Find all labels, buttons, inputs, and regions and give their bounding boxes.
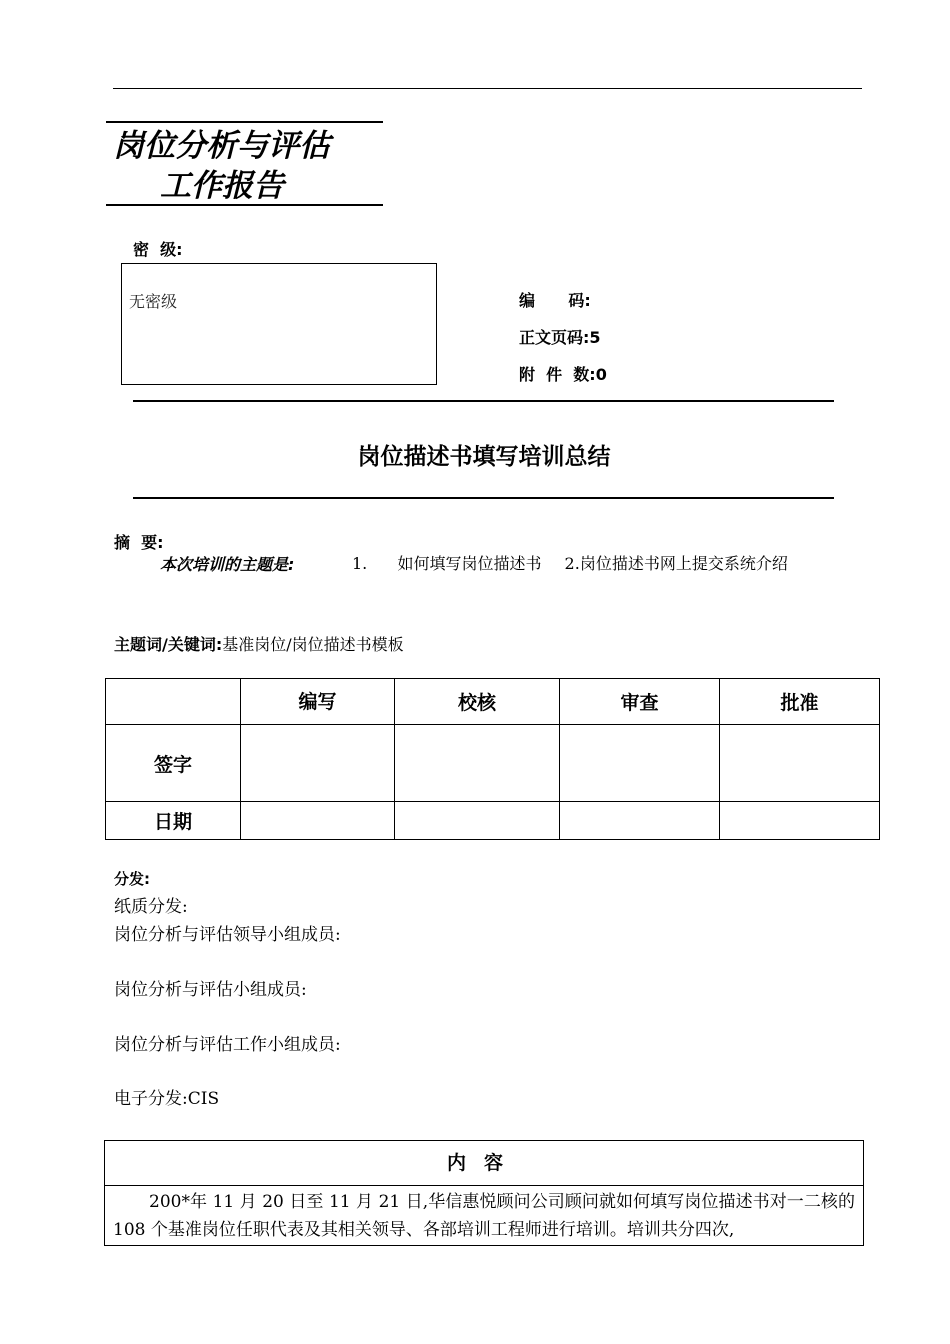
keywords-label: 主题词/关键词:: [114, 635, 223, 654]
column-header-review: 审查: [560, 679, 720, 725]
date-row-label: 日期: [106, 802, 241, 840]
abstract-label: 摘 要:: [114, 533, 164, 552]
content-body: 200*年 11 月 20 日至 11 月 21 日,华信惠悦顾问公司顾问就如何填写岗位描述书对一二核的 108 个基准岗位任职代表及其相关领导、各部培训工程师进行培训。培训共分四次,: [113, 1192, 855, 1240]
doc-title-rule-bottom: [133, 497, 834, 499]
column-header-proofread: 校核: [395, 679, 560, 725]
report-title-line2: 工作报告: [160, 168, 284, 204]
page-count-field: [519, 325, 601, 348]
signature-cell-author[interactable]: [241, 725, 395, 802]
doc-code-field: [519, 288, 591, 311]
attachment-count-field: [519, 362, 607, 385]
signature-cell-approve[interactable]: [720, 725, 880, 802]
distribution-work-group: 岗位分析与评估工作小组成员:: [114, 1035, 341, 1055]
signature-cell-proofread[interactable]: [395, 725, 560, 802]
document-title: 岗位描述书填写培训总结: [357, 444, 611, 470]
date-cell-proofread[interactable]: [395, 802, 560, 840]
column-header-approve: 批准: [720, 679, 880, 725]
distribution-label: 分发:: [114, 870, 150, 888]
date-row: [106, 802, 880, 840]
security-level-value: 无密级: [129, 292, 178, 311]
signature-row-label: 签字: [106, 725, 241, 802]
date-cell-author[interactable]: [241, 802, 395, 840]
attachment-count-label: 附 件 数:: [519, 365, 596, 384]
content-header: 内容: [105, 1141, 863, 1186]
signature-row: [106, 725, 880, 802]
abstract-topic-item: 2.岗位描述书网上提交系统介绍: [564, 554, 788, 573]
distribution-electronic: 电子分发:CIS: [114, 1089, 220, 1109]
distribution-paper: 纸质分发:: [114, 897, 188, 917]
signature-table-corner-cell: [106, 679, 241, 725]
abstract-topic-item: 1. 如何填写岗位描述书: [352, 554, 542, 573]
title-rule-top: [106, 121, 383, 123]
date-cell-review[interactable]: [560, 802, 720, 840]
content-section: [104, 1140, 864, 1246]
date-cell-approve[interactable]: [720, 802, 880, 840]
signature-table: [105, 678, 880, 840]
title-rule-bottom: [106, 204, 383, 206]
distribution-leader-group: 岗位分析与评估领导小组成员:: [114, 925, 341, 945]
keywords-field: [114, 632, 404, 655]
security-level-label: 密 级:: [133, 240, 183, 259]
page-count-label: 正文页码:: [519, 328, 590, 347]
security-level-box: [121, 263, 437, 385]
distribution-group: 岗位分析与评估小组成员:: [114, 980, 307, 1000]
abstract-topic-items: [352, 551, 788, 574]
header-rule: [113, 88, 862, 89]
page-count-value: 5: [589, 328, 601, 347]
keywords-value: 基准岗位/岗位描述书模板: [222, 635, 404, 654]
abstract-topic-label: 本次培训的主题是:: [160, 555, 295, 574]
column-header-author: 编写: [241, 679, 395, 725]
report-title-line1: 岗位分析与评估: [113, 128, 330, 164]
doc-title-rule-top: [133, 400, 834, 402]
attachment-count-value: 0: [595, 365, 607, 384]
signature-table-header-row: [106, 679, 880, 725]
doc-code-label: 编 码:: [519, 291, 591, 310]
signature-cell-review[interactable]: [560, 725, 720, 802]
